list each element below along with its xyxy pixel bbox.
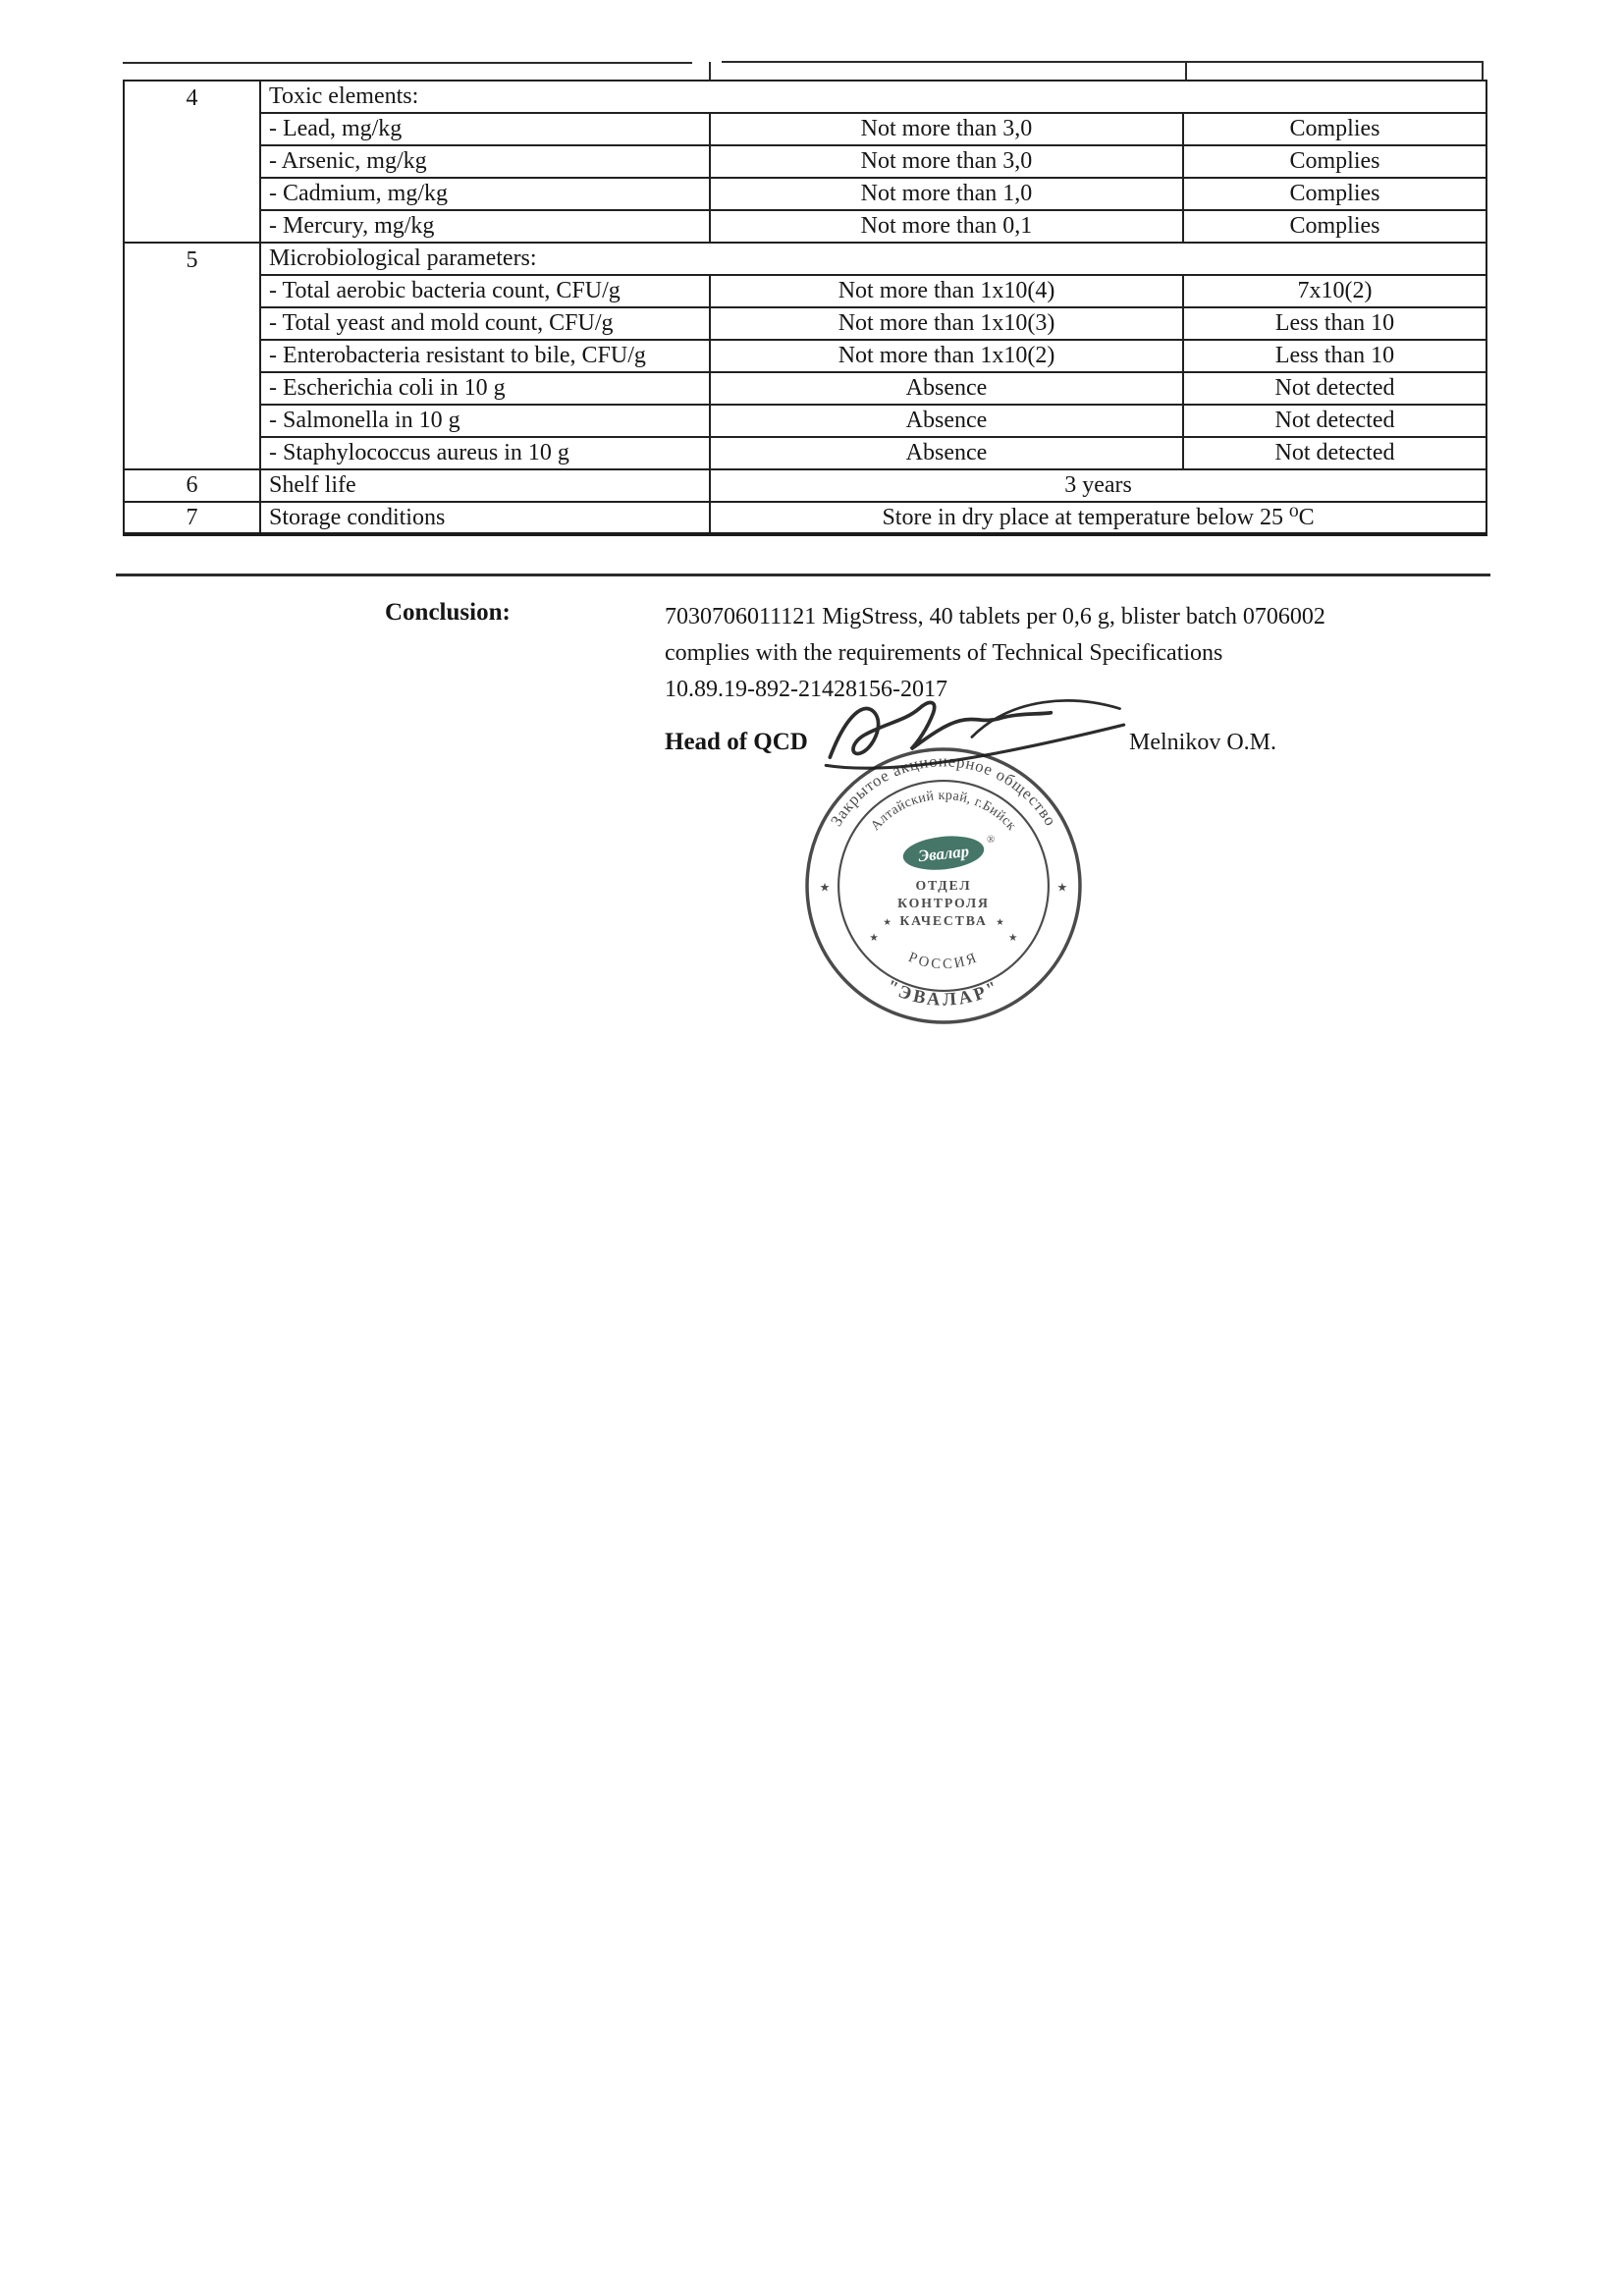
registered-mark-icon: ® [987, 833, 996, 846]
stamp-center-line: КАЧЕСТВА [899, 913, 988, 929]
conclusion-label: Conclusion: [385, 599, 511, 626]
parameter-cell: - Arsenic, mg/kg [260, 145, 710, 178]
spec-table [123, 80, 1487, 536]
conclusion-line: 10.89.19-892-21428156-2017 [665, 677, 947, 702]
parameter-cell: Shelf life [260, 469, 710, 502]
stamp-ring-text [883, 976, 1003, 1011]
scan-artifact-line [1482, 62, 1484, 81]
scan-artifact-line [123, 62, 692, 64]
stamp-ring-text-inner-bottom: РОССИЯ [905, 949, 982, 973]
result-cell: Complies [1183, 145, 1486, 178]
requirement-cell: Not more than 1,0 [710, 178, 1183, 210]
parameter-cell: - Escherichia coli in 10 g [260, 372, 710, 405]
parameter-cell: - Cadmium, mg/kg [260, 178, 710, 210]
signatory-title: Head of QCD [665, 729, 808, 755]
star-icon: ★ [1056, 880, 1068, 895]
spec-row [124, 178, 1486, 210]
result-cell: 7x10(2) [1183, 275, 1486, 307]
parameter-cell: - Mercury, mg/kg [260, 210, 710, 243]
requirement-cell: Absence [710, 437, 1183, 469]
value-cell: 3 years [710, 469, 1486, 502]
signature-stroke [826, 700, 1123, 768]
requirement-cell: Not more than 3,0 [710, 113, 1183, 145]
parameter-cell: - Salmonella in 10 g [260, 405, 710, 437]
star-icon: ★ [996, 918, 1004, 929]
stamp-ring-text [906, 950, 981, 973]
footer-row [124, 502, 1486, 534]
spec-table-body [124, 81, 1486, 534]
spec-row [124, 275, 1486, 307]
scan-artifact-line [1185, 62, 1187, 81]
stamp-ring-text-top: Закрытое акционерное общество [826, 751, 1061, 830]
section-title: Microbiological parameters: [260, 243, 1486, 275]
scan-artifact-line [709, 62, 711, 81]
conclusion-line: 7030706011121 MigStress, 40 tablets per 0,6 g, blister batch 0706002 [665, 604, 1325, 629]
result-cell: Not detected [1183, 437, 1486, 469]
scan-artifact-line [116, 574, 1490, 576]
spec-row [124, 113, 1486, 145]
requirement-cell: Not more than 3,0 [710, 145, 1183, 178]
scan-artifact-line [722, 61, 1484, 63]
section-header-row [124, 81, 1486, 113]
result-cell: Not detected [1183, 405, 1486, 437]
row-number: 6 [124, 469, 260, 502]
requirement-cell: Not more than 1x10(4) [710, 275, 1183, 307]
spec-row [124, 405, 1486, 437]
requirement-cell: Not more than 0,1 [710, 210, 1183, 243]
parameter-cell: - Enterobacteria resistant to bile, CFU/g [260, 340, 710, 372]
section-header-row [124, 243, 1486, 275]
section-title: Toxic elements: [260, 81, 1486, 113]
star-icon: ★ [883, 918, 892, 929]
section-number: 5 [124, 243, 260, 469]
star-icon: ★ [819, 880, 831, 895]
stamp-ink-group [807, 749, 1080, 1022]
requirement-cell: Absence [710, 372, 1183, 405]
section-number: 4 [124, 81, 260, 243]
stamp-center-line: КОНТРОЛЯ [897, 896, 990, 911]
spec-row [124, 372, 1486, 405]
parameter-cell: - Lead, mg/kg [260, 113, 710, 145]
value-cell: Store in dry place at temperature below 25 ⁰C [710, 502, 1486, 534]
stamp-ring-text-inner-top: Алтайский край, г.Бийск [867, 787, 1020, 835]
stamp-logo [901, 833, 986, 874]
footer-row [124, 469, 1486, 502]
spec-row [124, 437, 1486, 469]
spec-row [124, 145, 1486, 178]
stamp-logo-text: Эвалар [917, 841, 970, 866]
stamp-center-line: ОТДЕЛ [915, 878, 972, 894]
result-cell: Complies [1183, 178, 1486, 210]
conclusion-line: complies with the requirements of Technical Specifications [665, 640, 1223, 666]
requirement-cell: Not more than 1x10(3) [710, 307, 1183, 340]
requirement-cell: Absence [710, 405, 1183, 437]
spec-row [124, 340, 1486, 372]
result-cell: Not detected [1183, 372, 1486, 405]
signatory-name: Melnikov O.M. [1129, 730, 1276, 755]
parameter-cell: Storage conditions [260, 502, 710, 534]
result-cell: Complies [1183, 113, 1486, 145]
result-cell: Less than 10 [1183, 340, 1486, 372]
result-cell: Less than 10 [1183, 307, 1486, 340]
signature-scrawl [820, 685, 1134, 789]
requirement-cell: Not more than 1x10(2) [710, 340, 1183, 372]
parameter-cell: - Staphylococcus aureus in 10 g [260, 437, 710, 469]
result-cell: Complies [1183, 210, 1486, 243]
star-icon: ★ [869, 932, 879, 945]
parameter-cell: - Total aerobic bacteria count, CFU/g [260, 275, 710, 307]
star-icon: ★ [1008, 932, 1018, 945]
row-number: 7 [124, 502, 260, 534]
parameter-cell: - Total yeast and mold count, CFU/g [260, 307, 710, 340]
stamp-ring-text-bottom: "ЭВАЛАР" [883, 975, 1004, 1011]
spec-row [124, 307, 1486, 340]
spec-row [124, 210, 1486, 243]
